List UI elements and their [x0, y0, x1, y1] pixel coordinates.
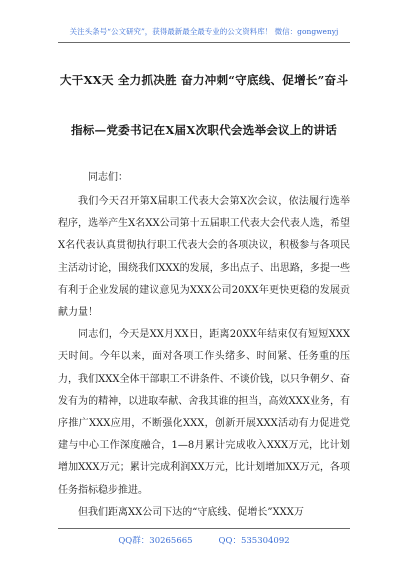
salutation: 同志们：: [88, 172, 128, 183]
header-divider: [58, 42, 350, 43]
document-title-line-1: 大干XX天 全力抓决胜 奋力冲刺“守底线、促增长”奋斗: [59, 73, 349, 87]
footer: [0, 534, 408, 546]
document-title-line-2: 指标—党委书记在X届X次职代会选举会议上的讲话: [70, 123, 338, 137]
paragraph: 但我们距离XX公司下达的“守底线、促增长”XXX万: [78, 506, 304, 518]
paragraph: 我们今天召开第X届职工代表大会第X次会议，依法履行选举程序，选举产生X名XX公司第十五届职工代表大会代表人选，希望X名代表认真贯彻执行职工代表大会的各项决议，积极参与各项民主活动讨论，围绕我们XXX的发展，多出点子、出思路，多提一些有利于企业发展的建议意见为XXX公司20XX年更快更稳的发展贡献力量！: [58, 196, 350, 319]
header-banner: 关注头条号“公文研究”，获得最新最全最专业的公文资料库！ 微信：gongwenyj: [69, 27, 339, 36]
footer-divider: [58, 528, 350, 529]
paragraph: 同志们，今天是XX月XX日，距离20XX年结束仅有短短XXX天时间。今年以来，面对各项工作头绪多、时间紧、任务重的压力，我们XXX全体干部职工不讲条件、不谈价钱，以只争朝夕、奋发有为的精神，以进取奉献、舍我其谁的担当，高效XXX业务，有序推广XXX应用，不断强化XXX，创新开展XXX活动有力促进党建与中心工作深度融合，1—8月累计完成收入XXX万元，比计划增加XXX万元；累计完成利润XX万元，比计划增加XX万元，各项任务指标稳步推进。: [58, 329, 350, 496]
qq-group-number: QQ群：30265665: [118, 536, 193, 546]
speech-body: [58, 191, 350, 524]
qq-number: QQ：535304092: [218, 536, 290, 546]
